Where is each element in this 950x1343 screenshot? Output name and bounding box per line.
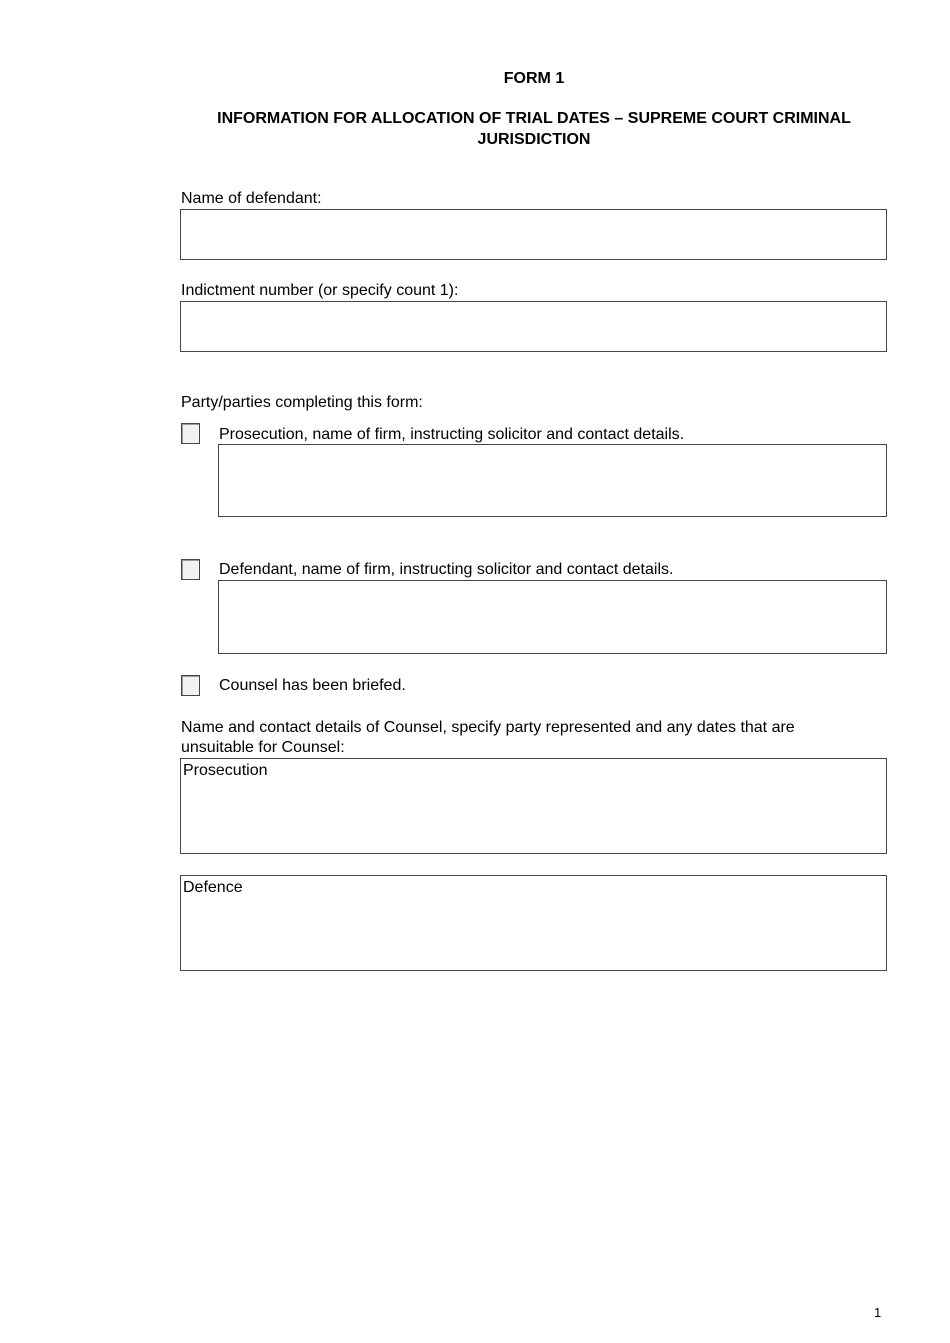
defendant-details-field[interactable] — [218, 580, 887, 654]
page-number: 1 — [874, 1305, 882, 1320]
counsel-heading-line1: Name and contact details of Counsel, specify party represented and any dates that are — [181, 719, 795, 736]
form-title: INFORMATION FOR ALLOCATION OF TRIAL DATES – SUPREME COURT CRIMINAL JURISDICTION — [217, 110, 851, 148]
defence-counsel-field[interactable] — [180, 875, 887, 971]
parties-heading: Party/parties completing this form: — [181, 394, 423, 411]
prosecution-label: Prosecution, name of firm, instructing solicitor and contact details. — [219, 426, 685, 443]
defence-counsel-label: Defence — [183, 879, 243, 896]
counsel-heading-line2: unsuitable for Counsel: — [181, 739, 345, 756]
counsel-briefed-label: Counsel has been briefed. — [219, 677, 406, 694]
prosecution-counsel-field[interactable] — [180, 758, 887, 854]
indictment-number-field[interactable] — [180, 301, 887, 352]
defendant-checkbox[interactable] — [181, 559, 200, 580]
indictment-number-label: Indictment number (or specify count 1): — [181, 282, 459, 299]
prosecution-details-field[interactable] — [218, 444, 887, 517]
counsel-briefed-checkbox[interactable] — [181, 675, 200, 696]
defendant-name-field[interactable] — [180, 209, 887, 260]
prosecution-checkbox[interactable] — [181, 423, 200, 444]
prosecution-counsel-label: Prosecution — [183, 762, 268, 779]
defendant-label: Defendant, name of firm, instructing solicitor and contact details. — [219, 561, 674, 578]
form-number: FORM 1 — [503, 70, 565, 87]
defendant-name-label: Name of defendant: — [181, 190, 322, 207]
